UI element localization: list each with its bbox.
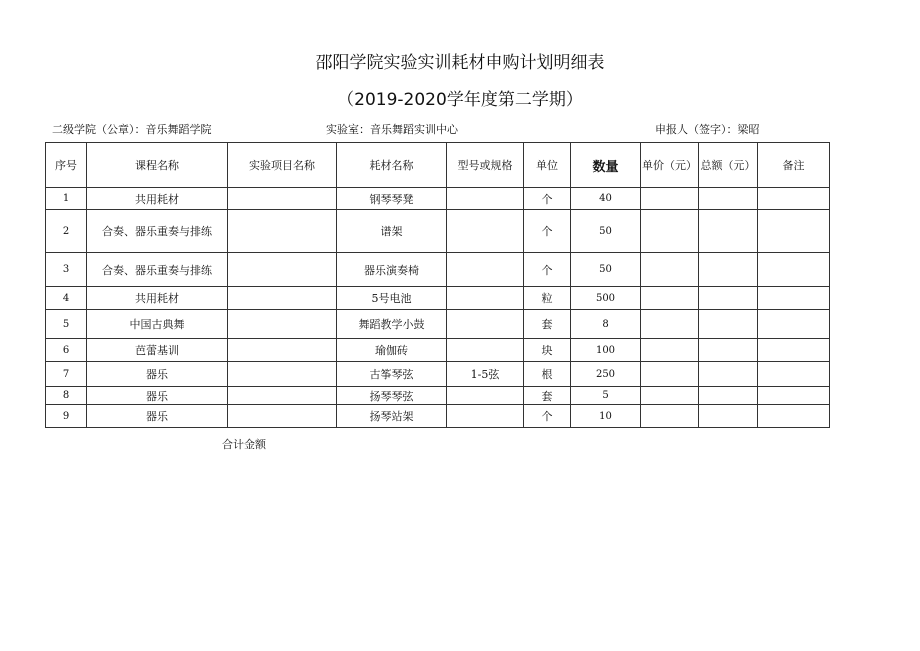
cell-total [699,188,758,210]
cell-total [699,405,758,428]
cell-course: 器乐 [87,387,228,405]
cell-unit: 根 [524,362,571,387]
cell-qty: 5 [571,387,641,405]
cell-note [758,188,830,210]
cell-project [228,188,337,210]
cell-note [758,210,830,253]
table-row [46,210,830,253]
lab-label: 实验室：音乐舞蹈实训中心 [326,123,458,136]
table-row [46,253,830,287]
cell-unit: 套 [524,310,571,339]
header-no: 序号 [46,143,87,188]
cell-project [228,310,337,339]
cell-course: 合奏、器乐重奏与排练 [87,210,228,253]
cell-price [641,339,699,362]
header-unit: 单位 [524,143,571,188]
cell-qty: 250 [571,362,641,387]
semester-subtitle: （2019-2020学年度第二学期） [337,90,583,110]
cell-course: 器乐 [87,362,228,387]
cell-project [228,253,337,287]
header-price: 单价（元） [641,143,699,188]
cell-spec [447,405,524,428]
table-row [46,188,830,210]
cell-total [699,210,758,253]
cell-total [699,387,758,405]
cell-course: 共用耗材 [87,188,228,210]
cell-price [641,387,699,405]
header-material: 耗材名称 [337,143,447,188]
cell-note [758,287,830,310]
college-label: 二级学院（公章）：音乐舞蹈学院 [52,123,212,136]
cell-qty: 10 [571,405,641,428]
table-row [46,362,830,387]
cell-price [641,405,699,428]
header-course: 课程名称 [87,143,228,188]
cell-unit: 个 [524,253,571,287]
cell-total [699,253,758,287]
cell-spec [447,310,524,339]
cell-no: 1 [46,188,87,210]
cell-no: 2 [46,210,87,253]
cell-no: 5 [46,310,87,339]
cell-material: 钢琴琴凳 [337,188,447,210]
cell-qty: 50 [571,253,641,287]
cell-material: 古筝琴弦 [337,362,447,387]
cell-course: 中国古典舞 [87,310,228,339]
cell-qty: 8 [571,310,641,339]
cell-qty: 100 [571,339,641,362]
cell-price [641,310,699,339]
header-total: 总额（元） [699,143,758,188]
cell-qty: 50 [571,210,641,253]
cell-unit: 个 [524,188,571,210]
cell-spec [447,210,524,253]
cell-price [641,253,699,287]
cell-material: 扬琴站架 [337,405,447,428]
cell-course: 器乐 [87,405,228,428]
cell-course: 共用耗材 [87,287,228,310]
cell-note [758,310,830,339]
cell-no: 9 [46,405,87,428]
table-row [46,405,830,428]
cell-material: 器乐演奏椅 [337,253,447,287]
applicant-label: 申报人（签字）：梁昭 [655,123,760,136]
cell-material: 谱架 [337,210,447,253]
cell-no: 7 [46,362,87,387]
cell-spec [447,253,524,287]
cell-price [641,210,699,253]
cell-spec [447,387,524,405]
cell-note [758,253,830,287]
cell-project [228,210,337,253]
total-amount-label: 合计金额 [222,438,266,451]
table-row [46,339,830,362]
cell-unit: 套 [524,387,571,405]
cell-project [228,287,337,310]
cell-course: 合奏、器乐重奏与排练 [87,253,228,287]
cell-total [699,362,758,387]
cell-unit: 块 [524,339,571,362]
cell-total [699,287,758,310]
cell-no: 8 [46,387,87,405]
cell-no: 3 [46,253,87,287]
cell-total [699,339,758,362]
header-spec: 型号或规格 [447,143,524,188]
cell-unit: 粒 [524,287,571,310]
table-row [46,310,830,339]
cell-total [699,310,758,339]
cell-qty: 500 [571,287,641,310]
cell-spec [447,339,524,362]
table-row [46,287,830,310]
cell-spec [447,188,524,210]
cell-project [228,362,337,387]
cell-course: 芭蕾基训 [87,339,228,362]
cell-project [228,387,337,405]
cell-price [641,287,699,310]
cell-note [758,362,830,387]
cell-project [228,339,337,362]
cell-qty: 40 [571,188,641,210]
cell-unit: 个 [524,210,571,253]
cell-material: 5号电池 [337,287,447,310]
cell-project [228,405,337,428]
cell-no: 6 [46,339,87,362]
cell-spec: 1-5弦 [447,362,524,387]
header-qty: 数量 [571,143,641,188]
cell-note [758,405,830,428]
cell-note [758,339,830,362]
cell-spec [447,287,524,310]
header-note: 备注 [758,143,830,188]
cell-no: 4 [46,287,87,310]
cell-unit: 个 [524,405,571,428]
cell-material: 扬琴琴弦 [337,387,447,405]
table-row [46,387,830,405]
cell-note [758,387,830,405]
cell-material: 舞蹈教学小鼓 [337,310,447,339]
cell-price [641,188,699,210]
cell-price [641,362,699,387]
consumables-table [45,142,830,428]
header-project: 实验项目名称 [228,143,337,188]
document-title: 邵阳学院实验实训耗材申购计划明细表 [315,53,605,73]
table-header-row [46,143,830,188]
cell-material: 瑜伽砖 [337,339,447,362]
